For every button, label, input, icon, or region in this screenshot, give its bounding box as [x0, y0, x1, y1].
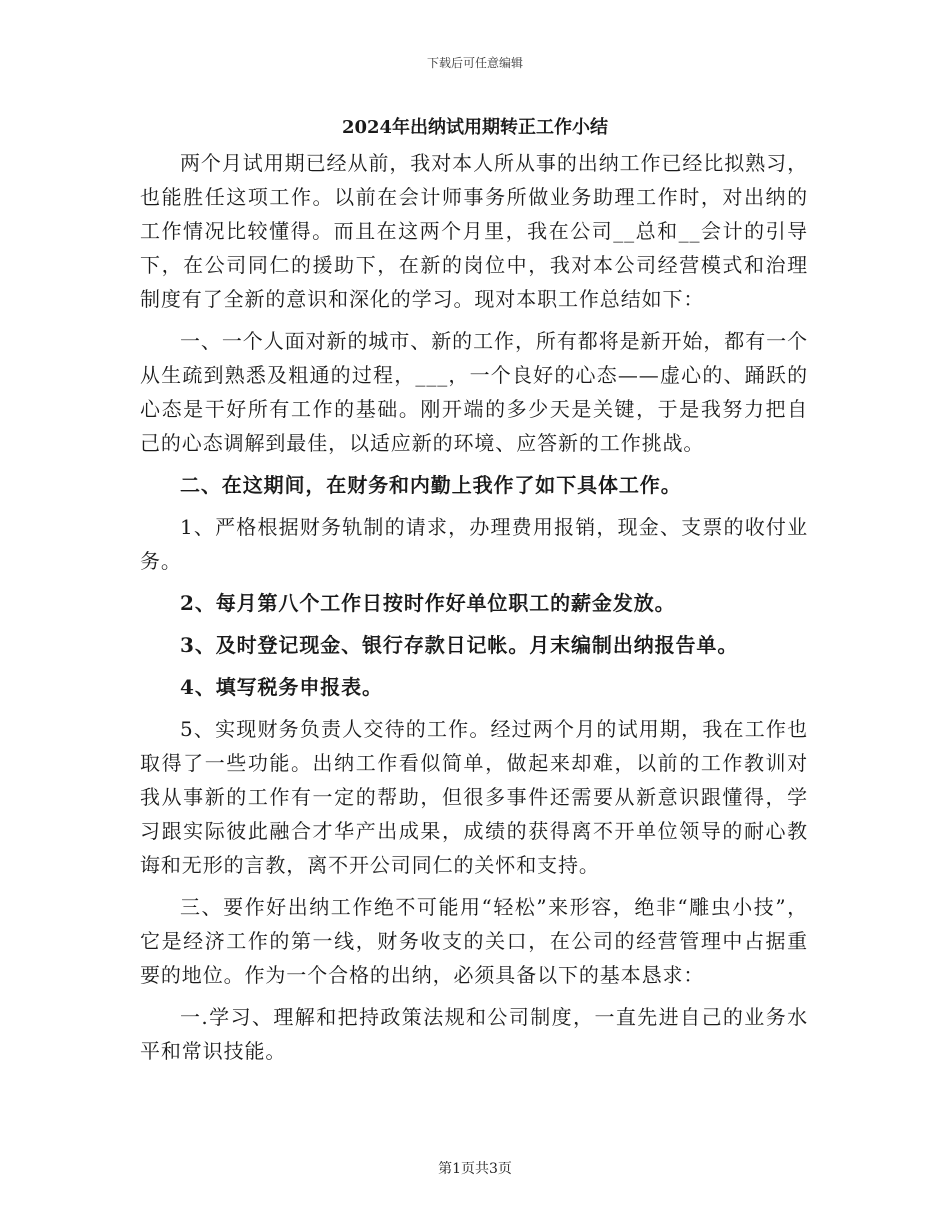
- document-title: 2024年出纳试用期转正工作小结: [341, 117, 609, 138]
- paragraph-item-4: 4、填写税务申报表。: [180, 675, 383, 699]
- document-body: [140, 146, 808, 1068]
- paragraph-section-2-heading: 二、在这期间，在财务和内勤上我作了如下具体工作。: [180, 473, 682, 497]
- paragraph-item-1: 1、严格根据财务轨制的请求，办理费用报销，现金、支票的收付业务。: [140, 515, 808, 573]
- paragraph-item-3: 3、及时登记现金、银行存款日记帐。月末编制出纳报告单。: [180, 633, 739, 657]
- paragraph-requirement-1: 一.学习、理解和把持政策法规和公司制度，一直先进自己的业务水平和常识技能。: [140, 1005, 808, 1063]
- paragraph-item-5: 5、实现财务负责人交待的工作。经过两个月的试用期，我在工作也取得了一些功能。出纳工作看似简单，做起来却难，以前的工作教训对我从事新的工作有一定的帮助，但很多事件还需要从新意识跟懂得，学习跟实际彼此融合才华产出成果，成绩的获得离不开单位领导的耐心教诲和无形的言教，离不开公司同仁的关怀和支持。: [140, 717, 808, 877]
- page-header-note: 下载后可任意编辑: [426, 56, 523, 70]
- paragraph-section-3: 三、要作好出纳工作绝不可能用“轻松”来形容，绝非“雕虫小技”，它是经济工作的第一线，财务收支的关口，在公司的经营管理中占据重要的地位。作为一个合格的出纳，必须具备以下的基本恳求：: [140, 895, 808, 987]
- page-number: 第1页共3页: [438, 1161, 512, 1177]
- paragraph-section-1: 一、一个人面对新的城市、新的工作，所有都将是新开始，都有一个从生疏到熟悉及粗通的过程，___，一个良好的心态——虚心的、踊跃的心态是干好所有工作的基础。刚开端的多少天是关键，于是我努力把自己的心态调解到最佳，以适应新的环境、应答新的工作挑战。: [140, 329, 808, 455]
- paragraph-item-2: 2、每月第八个工作日按时作好单位职工的薪金发放。: [180, 591, 676, 615]
- paragraph-intro: 两个月试用期已经从前，我对本人所从事的出纳工作已经比拟熟习，也能胜任这项工作。以前在会计师事务所做业务助理工作时，对出纳的工作情况比较懂得。而且在这两个月里，我在公司__总和__会计的引导下，在公司同仁的援助下，在新的岗位中，我对本公司经营模式和治理制度有了全新的意识和深化的学习。现对本职工作总结如下：: [140, 151, 808, 311]
